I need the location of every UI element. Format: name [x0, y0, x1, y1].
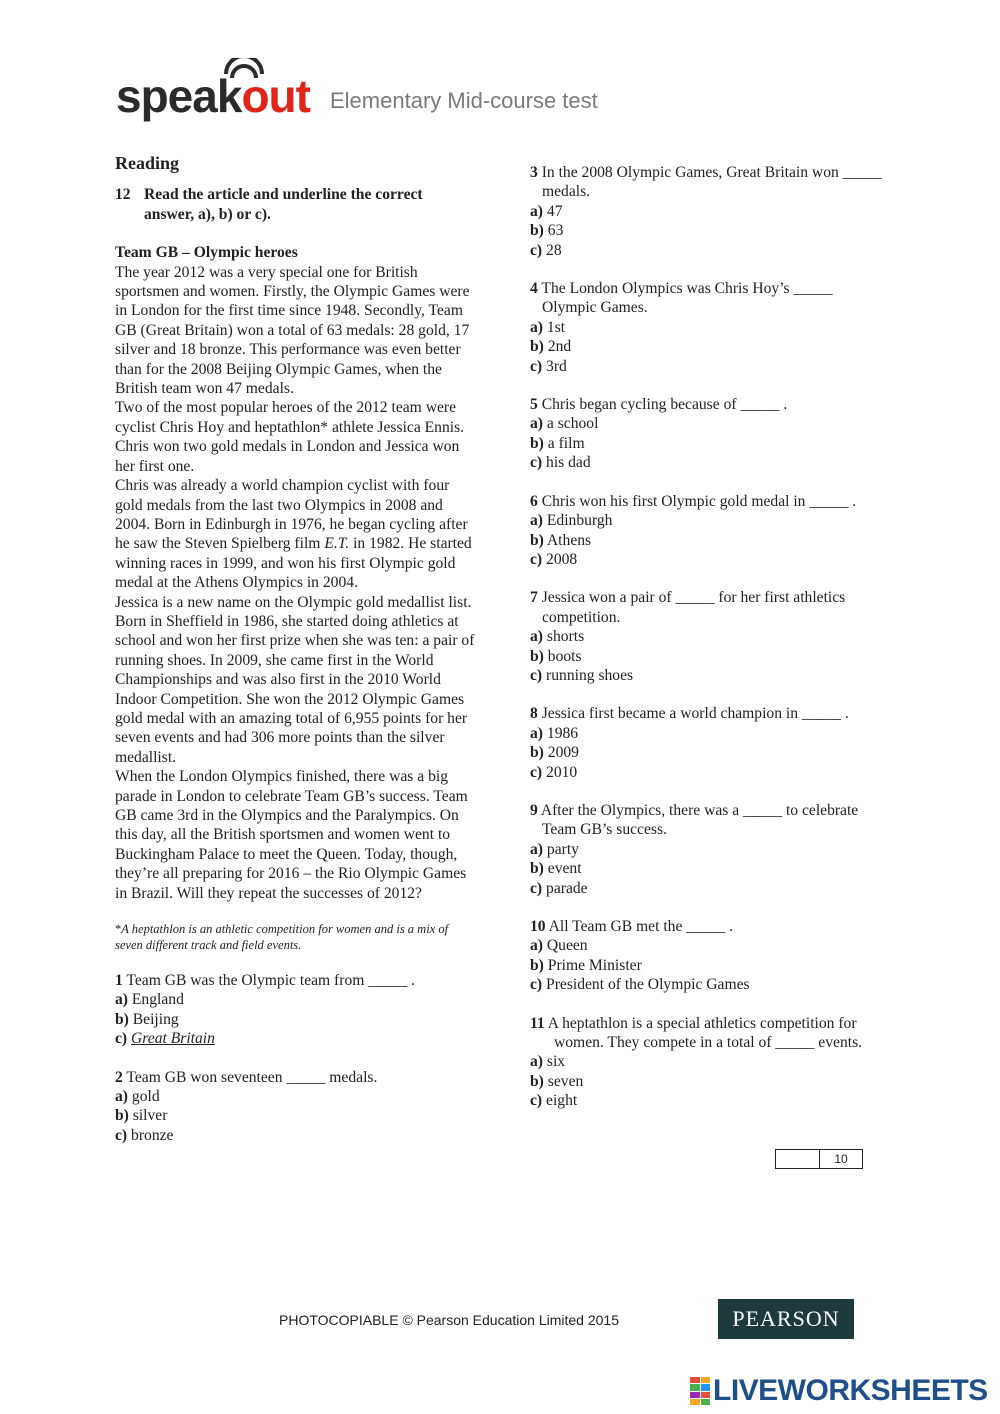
- footnote: *A heptathlon is an athletic competition for women and is a mix of seven different track and field events.: [115, 922, 449, 953]
- left-column: [115, 154, 475, 1164]
- article-paragraph: The year 2012 was a very special one for British sportsmen and women. Firstly, the Olympic Games were in London for the first time since 1948. Secondly, Team GB (Great Britain) won a total of 63 medals: 28 gold, 17 silver and 18 bronze. This performance was even better than for the 2008 Beijing Olympic Games, when the British team won 47 medals.: [115, 263, 470, 398]
- option-b[interactable]: b) Athens: [530, 531, 592, 549]
- question-6: [530, 492, 890, 570]
- question-11: [530, 1014, 890, 1111]
- option-c[interactable]: c) 28: [530, 241, 562, 259]
- option-c[interactable]: c) 2010: [530, 763, 578, 781]
- option-a[interactable]: a) 1986: [530, 724, 579, 742]
- task-instruction: [115, 185, 475, 224]
- option-a[interactable]: a) 47: [530, 202, 563, 220]
- question-stem: 3 In the 2008 Olympic Games, Great Britain won _____ medals.: [530, 164, 882, 201]
- question-stem: 4 The London Olympics was Chris Hoy’s _____ Olympic Games.: [530, 280, 833, 317]
- option-b[interactable]: b) 2009: [530, 744, 579, 762]
- option-a[interactable]: a) England: [115, 991, 184, 1009]
- question-8: [530, 704, 890, 782]
- option-c[interactable]: c) his dad: [530, 454, 591, 472]
- question-4: [530, 279, 890, 376]
- question-9: [530, 801, 890, 898]
- question-1: [115, 971, 475, 1049]
- question-stem: 6 Chris won his first Olympic gold medal in _____ .: [530, 492, 857, 510]
- article-paragraph: When the London Olympics finished, there was a big parade in London to celebrate Team GB’s success. Team GB came 3rd in the Olympics and the Paralympics. On this day, all the British sportsmen and women went to Buckingham Palace to meet the Queen. Today, though, they’re all preparing for 2016 – the Rio Olympic Games in Brazil. Will they repeat the successes of 2012?: [115, 768, 468, 902]
- score-total: 10: [834, 1152, 848, 1166]
- option-c[interactable]: c) 3rd: [530, 357, 567, 375]
- liveworksheets-watermark: [690, 1374, 988, 1408]
- score-input[interactable]: [776, 1150, 820, 1168]
- option-b[interactable]: b) boots: [530, 647, 582, 665]
- article-paragraph: Jessica is a new name on the Olympic gold medallist list. Born in Sheffield in 1986, she started doing athletics at school and won her first prize when she was ten: a pair of running shoes. In 2009, she came first in the World Championships and was also first in the 2010 World Indoor Competition. She won the 2012 Olympic Games gold medal with an amazing total of 6,955 points for her seven events and had 306 more points than the silver medallist.: [115, 593, 475, 766]
- question-stem: 11 A heptathlon is a special athletics competition for women. They compete in a total of _____ events.: [530, 1014, 863, 1052]
- option-b[interactable]: b) a film: [530, 434, 585, 452]
- speakout-logo: [116, 58, 326, 128]
- option-b[interactable]: b) 2nd: [530, 338, 572, 356]
- option-a[interactable]: a) gold: [115, 1088, 160, 1106]
- option-c[interactable]: c) eight: [530, 1092, 578, 1110]
- question-stem: 8 Jessica first became a world champion in _____ .: [530, 705, 849, 723]
- section-title: Reading: [115, 153, 180, 173]
- question-7: [530, 588, 890, 685]
- liveworksheets-text: LIVEWORKSHEETS: [713, 1374, 988, 1407]
- option-c[interactable]: c) running shoes: [530, 666, 634, 684]
- article: [115, 243, 475, 903]
- question-3: [530, 163, 890, 260]
- copyright-notice: PHOTOCOPIABLE © Pearson Education Limited 2015: [279, 1312, 620, 1328]
- test-subtitle: Elementary Mid-course test: [330, 88, 598, 113]
- task-text: Read the article and underline the correct answer, a), b) or c).: [144, 186, 423, 223]
- option-b[interactable]: b) silver: [115, 1107, 168, 1125]
- question-5: [530, 395, 890, 473]
- question-stem: 7 Jessica won a pair of _____ for her first athletics competition.: [530, 589, 846, 626]
- article-title: Team GB – Olympic heroes: [115, 244, 298, 262]
- option-c[interactable]: c) 2008: [530, 550, 578, 568]
- pearson-logo: PEARSON: [718, 1299, 854, 1339]
- option-a[interactable]: a) party: [530, 840, 579, 858]
- question-stem: 10 All Team GB met the _____ .: [530, 918, 734, 935]
- question-stem: 2 Team GB won seventeen _____ medals.: [115, 1068, 378, 1086]
- liveworksheets-icon: [690, 1377, 710, 1405]
- score-box: [775, 1149, 863, 1169]
- question-stem: 9 After the Olympics, there was a _____ to celebrate Team GB’s success.: [530, 801, 859, 839]
- logo-wordmark: speakout: [116, 70, 310, 122]
- question-10: [530, 917, 890, 995]
- option-a[interactable]: a) six: [530, 1053, 566, 1071]
- question-stem: 1 Team GB was the Olympic team from _____ .: [115, 972, 416, 990]
- option-a[interactable]: a) 1st: [530, 318, 566, 336]
- option-a[interactable]: a) shorts: [530, 628, 585, 646]
- option-b[interactable]: b) Beijing: [115, 1010, 179, 1028]
- option-c-selected[interactable]: c) Great Britain: [115, 1030, 215, 1048]
- option-b[interactable]: b) seven: [530, 1072, 584, 1090]
- right-column: [530, 163, 890, 1130]
- option-a[interactable]: a) Queen: [530, 937, 588, 955]
- question-2: [115, 1068, 475, 1146]
- article-paragraph: Chris was already a world champion cyclist with four gold medals from the last two Olympics in 2008 and 2004. Born in Edinburgh in 1976, he began cycling after he saw the Steven Spielberg film E.T. in 1982. He started winning races in 1999, and won his first Olympic gold medal at the Athens Olympics in 2004.: [115, 477, 472, 592]
- option-b[interactable]: b) event: [530, 860, 582, 878]
- article-paragraph: Two of the most popular heroes of the 2012 team were cyclist Chris Hoy and heptathlon* athlete Jessica Ennis. Chris won two gold medals in London and Jessica won her first one.: [115, 399, 465, 475]
- option-c[interactable]: c) bronze: [115, 1126, 174, 1144]
- option-c[interactable]: c) parade: [530, 879, 588, 897]
- option-b[interactable]: b) Prime Minister: [530, 956, 642, 974]
- option-c[interactable]: c) President of the Olympic Games: [530, 976, 750, 994]
- option-a[interactable]: a) Edinburgh: [530, 512, 613, 530]
- option-b[interactable]: b) 63: [530, 222, 564, 240]
- task-number: 12: [115, 186, 131, 204]
- option-a[interactable]: a) a school: [530, 415, 599, 433]
- question-stem: 5 Chris began cycling because of _____ .: [530, 396, 788, 414]
